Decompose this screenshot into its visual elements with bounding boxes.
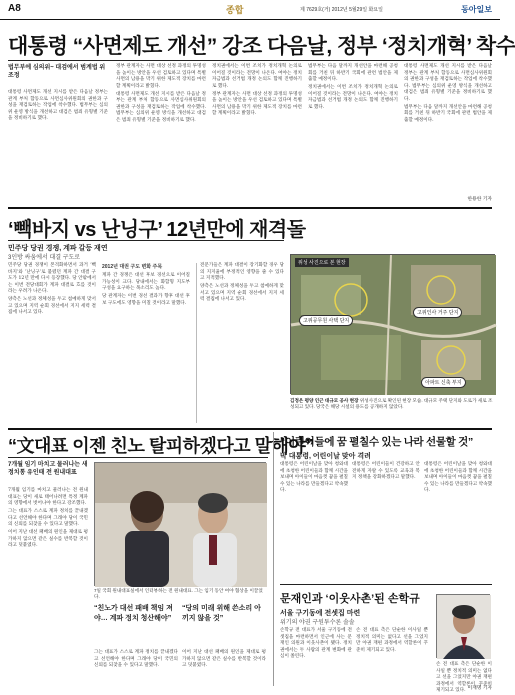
column-divider xyxy=(273,432,274,686)
story4-paragraph: 대통령은 어린이들이 건강하고 안전하게 자랄 수 있도록 교육과 복지 정책을 강화하겠다고 말했다. xyxy=(352,462,420,480)
story4-col-1 xyxy=(280,462,348,580)
story1-paragraph: 정치권에서는 이번 조치가 정치개혁 논의로 이어질 것이라는 전망이 나온다. 여야는 정치자금법과 선거법 개정 논의도 함께 진행하기로 했다. xyxy=(212,64,302,89)
story3-paragraph: 그는 대표가 스스로 계파 정치를 끝내겠다고 선언해야 한다며 그래야 당이 국민의 신뢰를 되찾을 수 있다고 말했다. xyxy=(8,509,88,527)
story2-paragraph: 양측은 노선과 정체성을 두고 첨예하게 맞서고 있으며 지역 순회 경선에서 지지 세력 결집에 나서고 있다. xyxy=(8,297,96,315)
story1-paragraph: 법무부는 다음 달까지 개선안을 마련해 공청회를 거친 뒤 하반기 국회에 관련 법안을 제출할 예정이다. xyxy=(308,64,398,82)
story3-pull-quote-1: “친노가 대선 패배 책임 져야… 계파 정치 청산해야” xyxy=(94,605,173,622)
story5-headline: 문재인과 ‘이웃사촌’된 손학규 xyxy=(280,593,420,605)
story2-subhead: 민주당 당권 경쟁, 계파 갈등 재연 xyxy=(8,245,108,252)
story4-bottom-rule xyxy=(280,584,492,585)
story2-paragraph: 민주당 당권 경쟁이 본격화하면서 과거 ‘빽바지’와 ‘난닝구’로 불렸던 계파 간 대결 구도가 12년 만에 다시 등장했다. 당 안팎에서는 이번 전당대회가 계파 대결로 흐를 것이라는 우려가 나온다. xyxy=(8,263,96,294)
page-number: A8 xyxy=(8,3,21,14)
map-label: 아파트 신축 부지 xyxy=(421,377,466,388)
story3-subhead: 7개월 임기 마치고 물러나는 새정치통 유인태 전 원내대표 xyxy=(8,462,88,476)
interview-photo-graphic xyxy=(95,463,267,587)
story1-paragraph: 법무부는 다음 달까지 개선안을 마련해 공청회를 거친 뒤 하반기 국회에 관련 법안을 제출할 예정이다. xyxy=(404,104,492,123)
story1-col-3 xyxy=(212,64,302,202)
story1-paragraph: 대통령 사면제도 개선 지시를 받은 다음날 정부는 관계 부처 합동으로 사면심사위원회의 권한과 구성을 재검토하는 작업에 착수했다. 법무부는 심의위 운영 방식을 개선하고 대검은 범죄 유형별 기준을 정비하기로 했다. xyxy=(116,91,206,123)
story5-paragraph: 손 전 대표 측은 단순한 이사일 뿐 정치적 의미는 없다고 선을 그었지만 야권 재편 과정에서 역할론이 꾸준히 제기되고 있다. xyxy=(356,628,428,653)
story3-paragraph: 7개월 임기를 마치고 물러나는 전 원내대표는 당이 새로 태어나려면 특정 계파의 영향에서 벗어나야 한다고 강조했다. xyxy=(8,488,88,506)
story4-col-2 xyxy=(352,462,420,580)
story1-paragraph: 대통령 사면제도 개선 지시를 받은 다음날 정부는 관계 부처 합동으로 사면심사위원회의 권한과 구성을 재검토하는 작업에 착수했다. 법무부는 심의위 운영 방식을 개선하고 대검은 범죄 유형별 기준을 정비하기로 했다. xyxy=(8,90,108,121)
story3-col-2 xyxy=(94,650,178,686)
story2-side-kicker: 2012년 대권 구도 변화 주목 xyxy=(102,264,163,270)
map-label: 고위인사 거주 단지 xyxy=(413,307,462,318)
section-divider xyxy=(8,428,492,430)
story3-headline: “文대표 이젠 친노 탈피하겠다고 말해야” xyxy=(8,436,314,456)
section-name: 종합 xyxy=(226,5,244,15)
story2-paragraph: 양측은 노선과 정체성을 두고 첨예하게 맞서고 있으며 지역 순회 경선에서 지지 세력 결집에 나서고 있다. xyxy=(200,284,284,302)
story1-col-5 xyxy=(404,64,492,194)
story2-paragraph: 계파 간 경쟁은 대선 후보 경선으로 이어질 가능성이 크다. 당내에서는 화합형 지도부 구성을 요구하는 목소리도 높다. xyxy=(102,273,190,291)
story2-paragraph: 당 관계자는 이번 경선 결과가 향후 대선 후보 구도에도 영향을 미칠 것이라고 말했다. xyxy=(102,294,190,306)
story2-subhead-2: 3인방 싸움에서 대결 구도로 xyxy=(8,255,81,261)
dateline: 제 7629호(거) 2012년 5월29일 화요일 xyxy=(300,7,383,13)
story1-col-4 xyxy=(308,64,398,202)
story1-col-2 xyxy=(116,64,206,202)
story3-paragraph: 그는 대표가 스스로 계파 정치를 끝내겠다고 선언해야 한다며 그래야 당이 국민의 신뢰를 되찾을 수 있다고 말했다. xyxy=(94,650,178,668)
story5-subhead-2: 위기의 야권 구원투수론 솔솔 xyxy=(280,620,355,626)
story1-divider xyxy=(8,60,492,61)
newspaper-brand: 동아일보 xyxy=(461,5,492,14)
story1-headline: 대통령 “사면제도 개선” 강조 다음날, 정부 ‘정치개혁’ 착수 xyxy=(8,35,515,58)
story1-byline: 한용한 기자 xyxy=(467,197,492,202)
story2-paragraph: 전문가들은 계파 대결이 장기화할 경우 당의 지지율에 부정적인 영향을 줄 수 있다고 지적했다. xyxy=(200,263,284,281)
story5-subhead: 서울 구기동에 전셋집 마련 xyxy=(280,610,361,617)
headshot-graphic xyxy=(437,595,491,659)
map-caption-title: 김정은 평양 인근 대규모 공사 현장 xyxy=(290,398,359,403)
map-caption-body: 위성사진으로 확인된 현장 모습. 대규모 주택 단지와 도로가 새로 조성되고 있다. 당국은 해당 시설의 용도를 공개하지 않았다. xyxy=(290,398,493,409)
story1-paragraph: 대통령 사면제도 개선 지시를 받은 다음날 정부는 관계 부처 합동으로 사면심사위원회의 권한과 구성을 재검토하는 작업에 착수했다. 법무부는 심의위 운영 방식을 개선하고 대검은 범죄 유형별 기준을 정비하기로 했다. xyxy=(404,64,492,102)
satellite-map-photo xyxy=(290,254,495,394)
story1-paragraph: 정부 관계자는 사면 대상 선정 과정의 투명성을 높이는 방안을 우선 검토하고 있다며 특별사면의 남용을 막기 위한 제도적 장치를 마련할 계획이라고 밝혔다. xyxy=(212,91,302,116)
story3-divider xyxy=(8,457,268,458)
map-label: 고위공무원 사택 단지 xyxy=(299,315,353,326)
story4-paragraph: 대통령은 어린이날을 맞아 청와대에 초청한 어린이들과 함께 시간을 보내며 아이들이 마음껏 꿈을 펼칠 수 있는 나라를 만들겠다고 약속했다. xyxy=(280,462,348,493)
page-folio xyxy=(0,0,500,20)
story3-paragraph: 이어 지난 대선 패배의 원인을 제대로 평가하지 않으면 같은 실수를 반복할 것이라고 덧붙였다. xyxy=(8,530,88,548)
story2-divider xyxy=(8,240,284,241)
story1-paragraph: 정치권에서는 이번 조치가 정치개혁 논의로 이어질 것이라는 전망이 나온다. 여야는 정치자금법과 선거법 개정 논의도 함께 진행하기로 했다. xyxy=(308,85,398,110)
map-caption xyxy=(290,398,495,424)
section-divider xyxy=(8,207,492,209)
story3-col-3 xyxy=(182,650,266,686)
story3-pull-quote-2: “당의 미래 위해 쓴소리 아끼지 않을 것” xyxy=(182,605,261,622)
story5-col-2 xyxy=(356,628,428,686)
story1-subhead: 법무부에 심의위~ 대검에서 범계법 위 조정 xyxy=(8,65,106,79)
story2-col-2 xyxy=(102,263,190,423)
story4-paragraph: 대통령은 어린이날을 맞아 청와대에 초청한 어린이들과 함께 시간을 보내며 아이들이 마음껏 꿈을 펼칠 수 있는 나라를 만들겠다고 약속했다. xyxy=(424,462,492,493)
story5-paragraph: 손학규 전 대표가 서울 구기동에 전셋집을 마련하면서 인근에 사는 문재인 의원과 이웃사촌이 됐다. 정치권에서는 두 사람의 관계 변화에 관심이 쏠린다. xyxy=(280,628,352,659)
story2-col-1 xyxy=(8,263,96,423)
interview-photo-caption: 7일 국회 원내대표실에서 인터뷰하는 전 원내대표. 그는 임기 동안 여야 협상을 이끌었다. xyxy=(94,588,263,599)
story3-col-1 xyxy=(8,488,88,686)
story2-headline: ‘빽바지 vs 난닝구’ 12년만에 재격돌 xyxy=(8,219,306,241)
story5-col-1 xyxy=(280,628,352,686)
story1-paragraph: 정부 관계자는 사면 대상 선정 과정의 투명성을 높이는 방안을 우선 검토하고 있다며 특별사면의 남용을 막기 위한 제도적 장치를 마련할 계획이라고 밝혔다. xyxy=(116,64,206,89)
story5-byline: 이재명 기자 xyxy=(467,686,492,691)
story1-col-1 xyxy=(8,90,108,202)
story5-paragraph: 손 전 대표 측은 단순한 이사일 뿐 정치적 의미는 없다고 선을 그었지만 야권 재편 과정에서 역할론이 꾸준히 제기되고 있다. xyxy=(436,662,492,693)
headshot-photo xyxy=(436,594,490,658)
story3-paragraph: 이어 지난 대선 패배의 원인을 제대로 평가하지 않으면 같은 실수를 반복할 것이라고 덧붙였다. xyxy=(182,650,266,668)
map-title: 위성 사진으로 본 현장 xyxy=(295,258,349,267)
story4-headline: “어린이들에 꿈 펼칠수 있는 나라 선물할 것” xyxy=(280,436,473,448)
story2-col-3 xyxy=(196,263,284,423)
story4-subhead: 박 대통령, 어린이날 맞아 격려 xyxy=(280,453,371,460)
story4-col-3 xyxy=(424,462,492,580)
interview-photo xyxy=(94,462,266,586)
